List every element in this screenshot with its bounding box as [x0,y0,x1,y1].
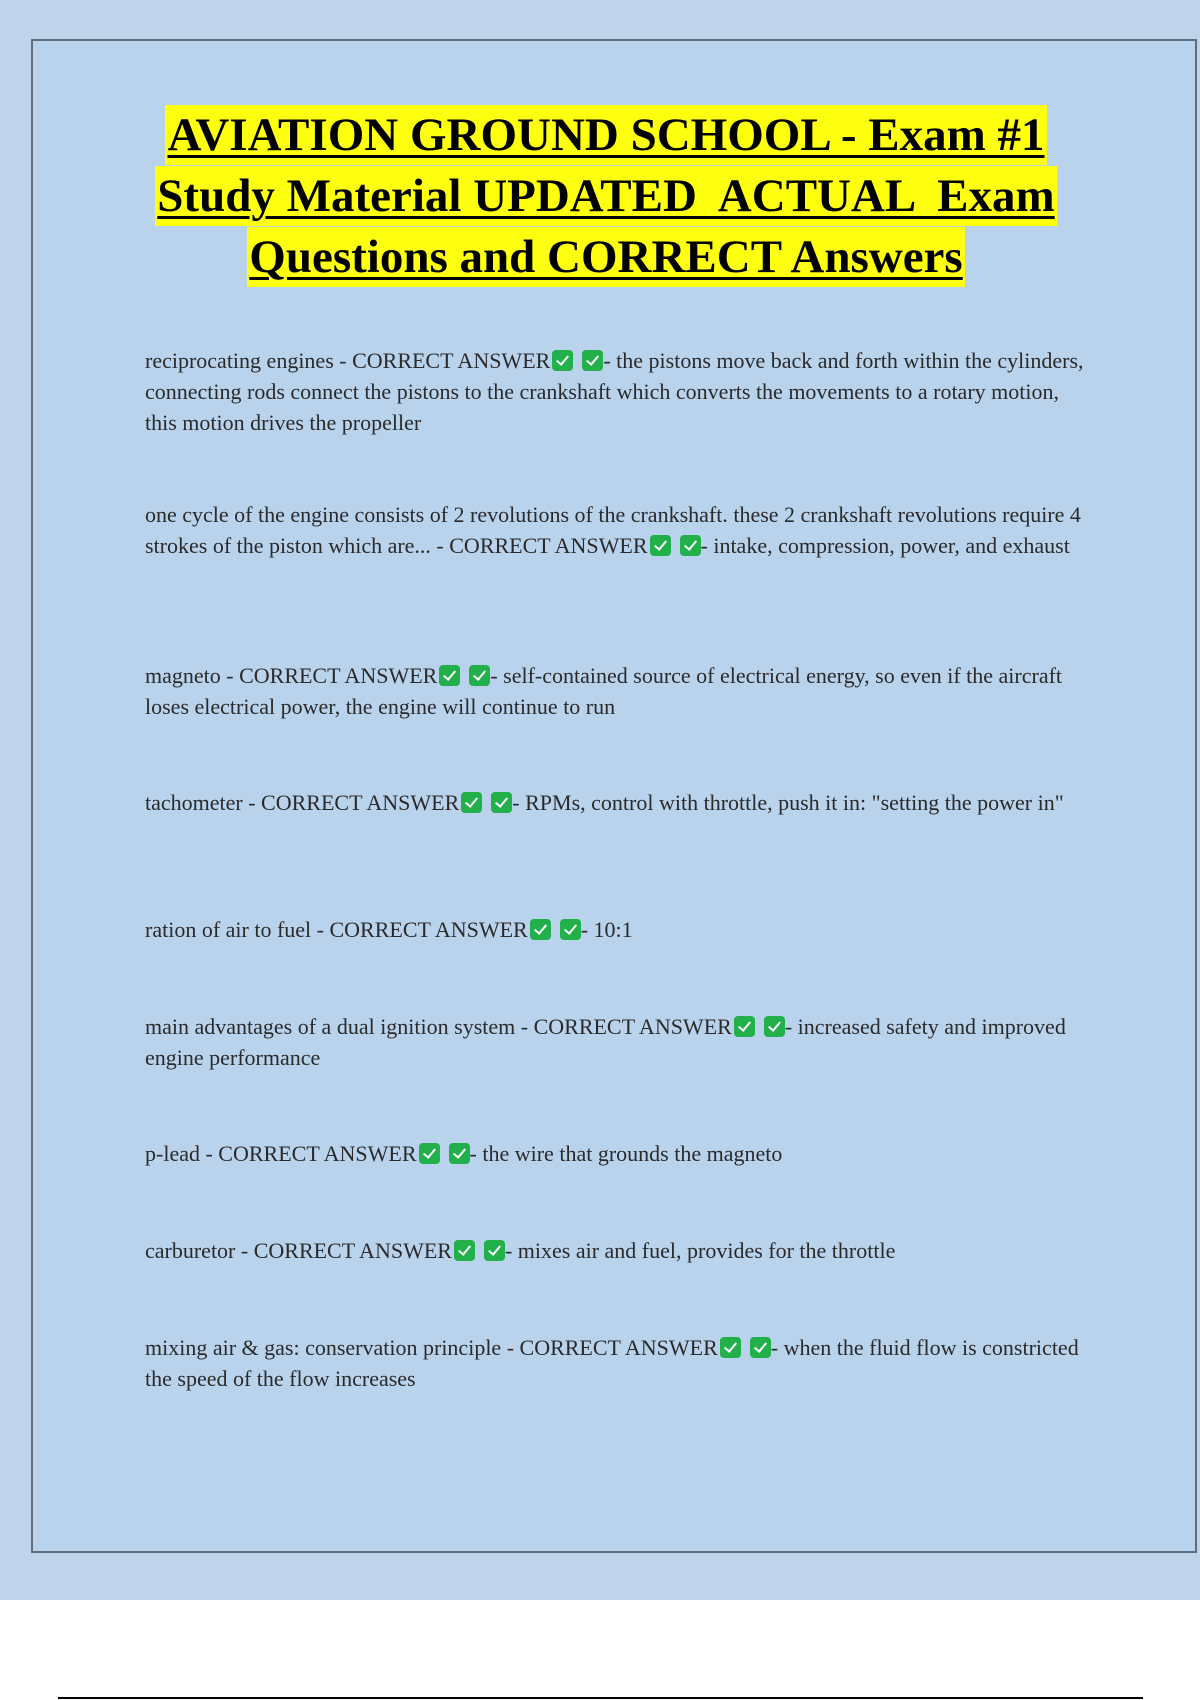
check-mark-icon [449,1143,470,1164]
check-mark-icon [764,1016,785,1037]
qa-item [145,1235,1090,1266]
answer-text: - self-contained source of electrical energy, so even if the aircraft loses electrical power, the engine will continue to run [145,663,1063,719]
qa-item [145,787,1090,818]
title-line-1: AVIATION GROUND SCHOOL - Exam #1 [165,105,1046,165]
title-line-3: Questions and CORRECT Answers [247,227,964,287]
qa-item [145,345,1090,438]
check-mark-icon [560,919,581,940]
answer-text: - 10:1 [580,917,633,942]
title-line-2: Study Material UPDATED ACTUAL Exam [155,166,1056,226]
qa-item [145,1138,1090,1169]
qa-item [145,1332,1090,1394]
check-mark-icon [439,665,460,686]
answer-text: - the pistons move back and forth within the cylinders, connecting rods connect the pistons to the crankshaft which converts the movements to a rotary motion, this motion drives the propeller [145,348,1084,435]
question-text: p-lead - CORRECT ANSWER [145,1141,417,1166]
question-text: carburetor - CORRECT ANSWER [145,1238,452,1263]
check-mark-icon [734,1016,755,1037]
footer-divider [58,1697,1143,1699]
question-text: one cycle of the engine consists of 2 revolutions of the crankshaft. these 2 crankshaft revolutions require 4 strokes of the piston which are... - CORRECT ANSWER [145,502,1081,558]
check-mark-icon [454,1240,475,1261]
answer-text: - mixes air and fuel, provides for the throttle [504,1238,896,1263]
question-text: magneto - CORRECT ANSWER [145,663,438,688]
check-mark-icon [650,535,671,556]
question-text: ration of air to fuel - CORRECT ANSWER [145,917,528,942]
answer-text: - RPMs, control with throttle, push it in: "setting the power in" [512,790,1064,815]
check-mark-icon [469,665,490,686]
answer-text: - increased safety and improved engine performance [145,1014,1066,1070]
check-mark-icon [484,1240,505,1261]
check-mark-icon [680,535,701,556]
question-text: reciprocating engines - CORRECT ANSWER [145,348,551,373]
qa-item [145,499,1090,561]
check-mark-icon [491,792,512,813]
question-text: main advantages of a dual ignition system - CORRECT ANSWER [145,1014,732,1039]
answer-text: - when the fluid flow is constricted the speed of the flow increases [145,1335,1079,1391]
check-mark-icon [720,1337,741,1358]
qa-item [145,660,1090,722]
check-mark-icon [582,350,603,371]
check-mark-icon [461,792,482,813]
check-mark-icon [419,1143,440,1164]
qa-item [145,1011,1090,1073]
check-mark-icon [530,919,551,940]
answer-text: - intake, compression, power, and exhaust [700,533,1070,558]
question-text: mixing air & gas: conservation principle - CORRECT ANSWER [145,1335,718,1360]
qa-item [145,914,1090,945]
answer-text: - the wire that grounds the magneto [469,1141,783,1166]
document-title [0,105,1200,288]
question-text: tachometer - CORRECT ANSWER [145,790,460,815]
check-mark-icon [750,1337,771,1358]
check-mark-icon [552,350,573,371]
